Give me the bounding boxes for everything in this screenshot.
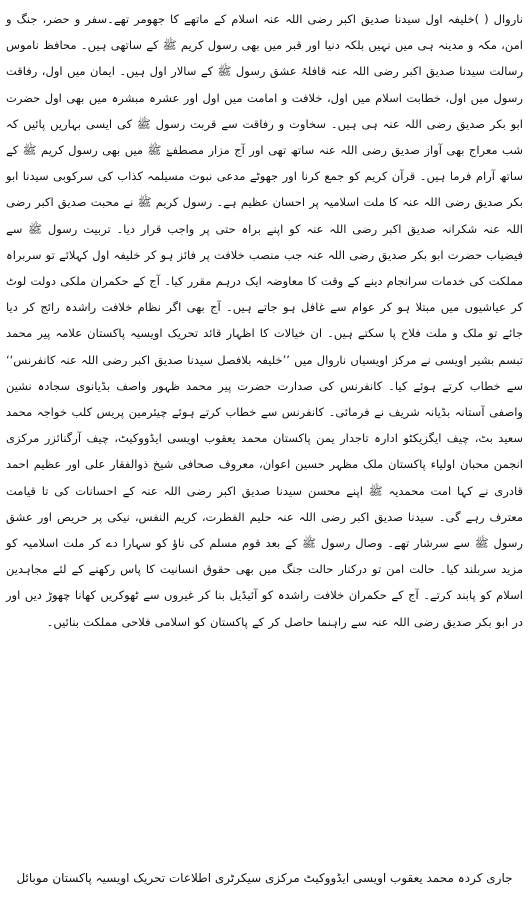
issuer-footer: جاری کردہ محمد یعقوب اویسی ایڈووکیٹ مرکزی سیکرٹری اطلاعات تحریک اویسیہ پاکستان موبائل	[16, 871, 513, 885]
article-body	[6, 6, 523, 635]
article-paragraph: ناروال ( )خلیفہ اول سیدنا صدیق اکبر رضی اللہ عنہ اسلام کے ماتھے کا جھومر تھے۔سفر و حضر، جنگ و امن، مکہ و مدینہ ہی میں نہیں بلکہ دنیا اور قبر میں بھی رسول کریم ﷺ کے ساتھی ہیں۔ محافظ ناموس رسالت سیدنا صدیق اکبر رضی اللہ عنہ قافلۂ عشق رسول ﷺ کے سالار اول ہیں۔ ایمان میں اول، رفاقت رسول میں اول، خطابت اسلام میں اول، خلافت و امامت میں اول اور عشرہ مبشرہ میں بھی اول حضرت ابو بکر صدیق رضی اللہ عنہ ہی ہیں۔ سخاوت و رفاقت سے قربت رسول ﷺ کی ایسی بہاریں پائیں کہ شب معراج بھی آواز صدیق رضی اللہ عنہ ساتھ تھی اور آج مزار مصطفےٰ ﷺ میں بھی رسول کریم ﷺ کے ساتھ آرام فرما ہیں۔ قرآن کریم کو جمع کرنا اور جھوٹے مدعی نبوت مسیلمہ کذاب کی سرکوبی سیدنا ابو بکر صدیق رضی اللہ عنہ کا ملت اسلامیہ پر احسان عظیم ہے۔ رسول کریم ﷺ نے محبت صدیق اکبر رضی اللہ عنہ شکرانہ صدیق اکبر رضی اللہ عنہ کو اپنے براہ حتی پر واجب قرار دیا۔ تربیت رسول ﷺ سے فیضیاب حضرت ابو بکر صدیق رضی اللہ عنہ جب منصب خلافت پر فائز ہو کر خلیفہ اول کہلائے تو سربراہ مملکت کی خدمات سرانجام دینے کے وقت کا معاوضہ ایک درہم مقرر کیا۔ آج کے حکمران ملکی دولت لوٹ کر عیاشیوں میں مبتلا ہو کر عوام سے غافل ہو جاتے ہیں۔ آج بھی اگر نظام خلافت راشدہ رائج کر دیا جائے تو ملک و ملت فلاح پا سکتے ہیں۔ ان خیالات کا اظہار قائد تحریک اویسیہ پاکستان علامہ پیر محمد تبسم بشیر اویسی نے مرکز اویسیاں ناروال میں ’’خلیفہ بلافصل سیدنا صدیق اکبر رضی اللہ عنہ کانفرنس‘‘ سے خطاب کرتے ہوئے کیا۔ کانفرنس کی صدارت حضرت پیر محمد ظہور واصف بڈیانوی سجادہ نشین واصفی آستانہ بڈیانہ شریف نے فرمائی۔ کانفرنس سے خطاب کرتے ہوئے چیئرمین پریس کلب خواجہ محمد سعید بٹ، چیف ایگزیکٹو ادارہ تاجدار یمن پاکستان محمد یعقوب اویسی ایڈووکیٹ، چیف آرگنائزر مرکزی انجمن محبان اولیاء پاکستان ملک مظہر حسین اعوان، معروف صحافی شیخ ذوالفقار علی اور عظیم احمد قادری نے کہا امت محمدیہ ﷺ اپنے محسن سیدنا صدیق اکبر رضی اللہ عنہ کے احسانات کی تا قیامت معترف رہے گی۔ سیدنا صدیق اکبر رضی اللہ عنہ حلیم الفطرت، کریم النفس، نیکی پر حریص اور عشق رسول ﷺ سے سرشار تھے۔ وصال رسول ﷺ کے بعد قوم مسلم کی ناؤ کو سہارا دے کر ملت اسلامیہ کو مزید سربلند کیا۔ حالت امن تو درکنار حالت جنگ میں بھی حقوق انسانیت کا پاس رکھنے کے لئے مجاہدین اسلام کو پابند کرتے۔ آج کے حکمران خلافت راشدہ کو آئیڈیل بنا کر غیروں سے ٹھوکریں کھانا چھوڑ دیں اور در ابو بکر صدیق رضی اللہ عنہ سے راہنما حاصل کر کے پاکستان کو اسلامی فلاحی مملکت بنائیں۔	[6, 12, 523, 629]
